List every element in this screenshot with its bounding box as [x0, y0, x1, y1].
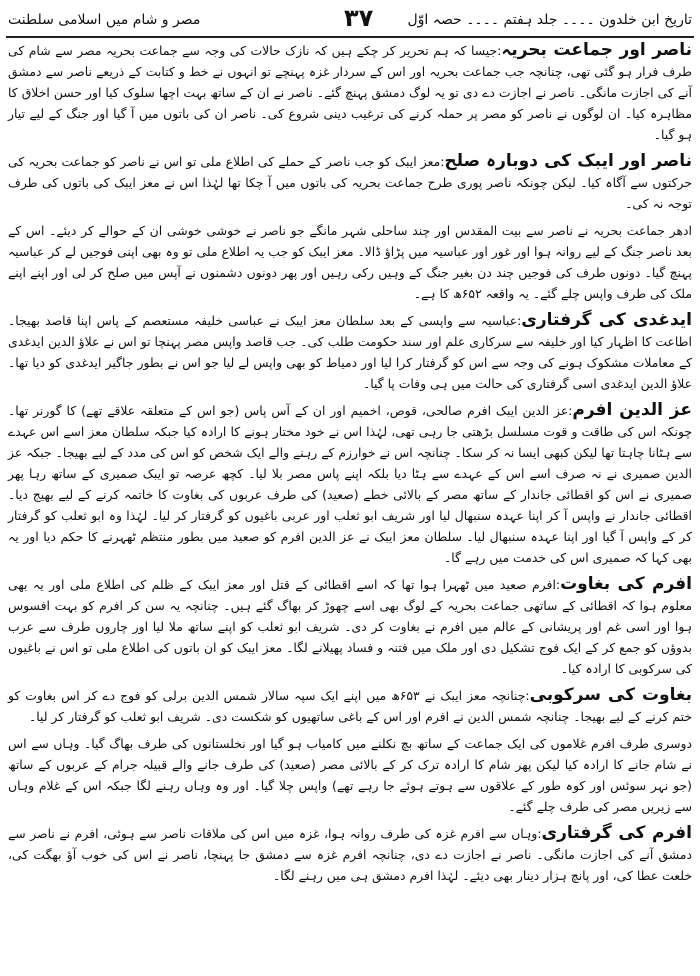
paragraph-text: ادھر جماعت بحریہ نے ناصر سے بیت المقدس اور چند ساحلی شہر مانگے جو ناصر نے خوشی خوشی ان کے حوالے کر دیئے۔ اس کے بعد ناصر جنگ کے لیے روانہ ہوا اور غور اور عباسیہ میں پڑاؤ ڈالا۔ معز ایبک کو جب یہ اطلاع ملی تو وہ بھی اپنی فوجیں لے کر عباسیہ پہنچ گیا۔ دونوں طرف کی فوجیں چند دن بغیر جنگ کے وہیں رکی رہیں اور پھر دونوں دشمنوں نے آپس میں صلح کر لی اور اپنے اپنے ملک کی طرف واپس چلے گئے۔ یہ واقعہ ۶۵۲ھ کا ہے۔: [8, 223, 692, 301]
section-heading: ناصر اور ایبک کی دوبارہ صلح: [444, 151, 692, 171]
section-heading: ناصر اور جماعت بحریہ: [501, 40, 692, 60]
page-number: ۳۷: [344, 4, 374, 32]
section-heading: بغاوت کی سرکوبی: [529, 685, 692, 705]
paragraph: [8, 733, 692, 817]
paragraph: [8, 685, 692, 727]
page-header: [6, 6, 694, 38]
page-body: [8, 40, 692, 970]
paragraph-text: :عباسیہ سے واپسی کے بعد سلطان معز ایبک نے عباسی خلیفہ مستعصم کے پاس اپنا قاصد بھیجا۔ اطاعت کا اظہار کیا اور خلیفہ سے سرکاری علم اور سند حکومت طلب کی۔ جب قاصد واپس مصر پہنچا تو اس نے علاؤ الدین ایدغدی کے معاملات مشکوک ہونے کی وجہ سے اس کو گرفتار کرا لیا اور دمیاط کو بھی واپس لے لیا جو اس نے بطور جاگیر ایدغدی کو دیا تھا۔ علاؤ الدین ایدغدی اسی گرفتاری کی حالت میں ہی وفات پا گیا۔: [8, 313, 692, 391]
section-heading: عز الدین افرم: [572, 400, 692, 420]
paragraph: [8, 400, 692, 568]
paragraph-text: دوسری طرف افرم غلاموں کی ایک جماعت کے ساتھ بچ نکلنے میں کامیاب ہو گیا اور نخلستانوں کی طرف بھاگ گیا۔ وہاں سے اس نے شام جانے کا ارادہ کیا لیکن پھر شام کا ارادہ ترک کر کے بالائی مصر (صعید) کی طرف جانے والے قبیلہ جرام کے عربوں کے ساتھ (جو نہر سوئس اور کوہ طور کے علاقوں سے ہوتے ہوئے جا رہے تھے) واپس چلا گیا۔ اور وہ وہاں رہنے لگا جبکہ اس کے غلام وہاں سے زیریں مصر کی طرف چلے گئے۔: [8, 736, 692, 814]
paragraph-text: :جیسا کہ ہم تحریر کر چکے ہیں کہ نازک حالات کی وجہ سے جماعت بحریہ مصر سے شام کی طرف فرار ہو گئی تھی، چنانچہ جب جماعت بحریہ اور اس کے سردار غزہ پہنچے تو انہوں نے خط و کتابت کے ذریعے ناصر سے دمشق آنے کی اجازت مانگی۔ ناصر نے اجازت دے دی تو یہ لوگ دمشق پہنچ گئے۔ ناصر نے ان کے ساتھ بہت اچھا سلوک کیا اور حسن اخلاق کا مظاہرہ کیا۔ ان لوگوں نے ناصر کو مصر پر حملہ کرنے کی ترغیب دینی شروع کی۔ ناصر ان کی باتوں میں آ گیا اور جنگ کے لیے تیار ہو گیا۔: [8, 43, 692, 142]
paragraph: [8, 220, 692, 304]
section-title: مصر و شام میں اسلامی سلطنت: [8, 12, 201, 28]
paragraph: [8, 823, 692, 886]
paragraph: [8, 151, 692, 214]
paragraph-text: :وہاں سے افرم غزہ کی طرف روانہ ہوا، غزہ میں اس کی ملاقات ناصر سے ہوئی، افرم نے ناصر سے دمشق آنے کی اجازت مانگی۔ ناصر نے اجازت دے دی، چنانچہ افرم غزہ سے دمشق جا پہنچا، ناصر نے اس کی خوب آؤ بھگت کی، خلعت عطا کی، اور پانچ ہزار دینار بھی دیئے۔ لہٰذا افرم دمشق ہی میں رہنے لگا۔: [8, 826, 692, 883]
section-heading: افرم کی بغاوت: [560, 574, 692, 594]
running-title: تاریخ ابن خلدون ۔۔۔۔ جلد ہفتم ۔۔۔۔ حصہ اوّل: [407, 12, 692, 28]
paragraph-text: :چنانچہ معز ایبک نے ۶۵۳ھ میں اپنے ایک سپہ سالار شمس الدین برلی کو فوج دے کر اس بغاوت کو ختم کرنے کے لیے بھیجا۔ چنانچہ شمس الدین نے افرم اور اس کے باغی ساتھیوں کو شکست دی۔ شریف ابو ثعلب کو گرفتار کر لیا۔: [8, 688, 692, 724]
paragraph-text: :افرم صعید میں ٹھہرا ہوا تھا کہ اسے اقطائی کے قتل اور معز ایبک کے ظلم کی اطلاع ملی اور یہ بھی معلوم ہوا کہ اقطائی کے ساتھی جماعت بحریہ کے لوگ بھی اسے چھوڑ کر بھاگ گئے ہیں۔ چنانچہ یہ سن کر افرم کو بہت افسوس ہوا اور اسی غم اور پریشانی کے عالم میں افرم نے بغاوت کر دی۔ شریف ابو ثعلب کو اپنے ساتھ ملا لیا اور چاروں طرف سے عرب بدوؤں کو جمع کر کے ایک فوج تشکیل دی اور ملک میں فتنہ و فساد پھیلانے لگا۔ معز ایبک کو ان باتوں کی اطلاع ملی تو اس نے باغیوں کی سرکوبی کا ارادہ کیا۔: [8, 577, 692, 676]
section-heading: ایدغدی کی گرفتاری: [521, 310, 693, 330]
paragraph: [8, 310, 692, 394]
section-heading: افرم کی گرفتاری: [541, 823, 693, 843]
paragraph: [8, 40, 692, 145]
paragraph-text: :عز الدین ایبک افرم صالحی، قوص، اخمیم اور ان کے آس پاس (جو اس کے متعلقہ علاقے تھے) کا گورنر تھا۔ چونکہ اس کی طاقت و قوت مسلسل بڑھتی جا رہی تھی، لہٰذا اس نے خود مختار ہونے کا ارادہ کیا جبکہ سلطان معز اسے اس عہدے سے ہٹانا چاہتا تھا لیکن کبھی ایسا نہ کر سکا۔ چنانچہ اس نے خوارزم کے رہنے والے ایک شخص کو اس کی مدد کے لیے بھیجا۔ جبکہ عز الدین صمیری نے نہ صرف اسے اس کے عہدے سے ہٹا دیا بلکہ اپنے پاس مصر بلا لیا۔ کچھ عرصہ تو ایبک صمیری کے ساتھ رہا پھر صمیری نے اس کو اقطائی جاندار کے ساتھ مصر کے بالائی خطے (صعید) کی طرف عربوں کی بغاوت کا خاتمہ کرنے کے لیے بھیج دیا۔ اقطائی جاندار نے واپس آ کر اپنا عہدہ سنبھال لیا اور شریف ابو ثعلب اور عربی باغیوں کو گرفتار کر لیا۔ لہٰذا وہ ابو ثعلب کو گرفتار کر کے واپس آ گیا اور اپنا عہدہ سنبھال لیا۔ سلطان معز ایبک نے عز الدین افرم کو صعید میں بطور منتظم ٹھہرنے کا حکم دیا اور یہ بھی کہا کہ صمیری اس کی خدمت میں رہے گا۔: [8, 403, 692, 565]
paragraph-text: :معز ایبک کو جب ناصر کے حملے کی اطلاع ملی تو اس نے ناصر کو جماعت بحریہ کی حرکتوں سے آگاہ کیا۔ لیکن چونکہ ناصر پوری طرح جماعت بحریہ کی باتوں میں آ چکا تھا لہٰذا اس نے معز ایبک کی باتوں کی طرف توجہ نہ کی۔: [8, 154, 692, 211]
paragraph: [8, 574, 692, 679]
